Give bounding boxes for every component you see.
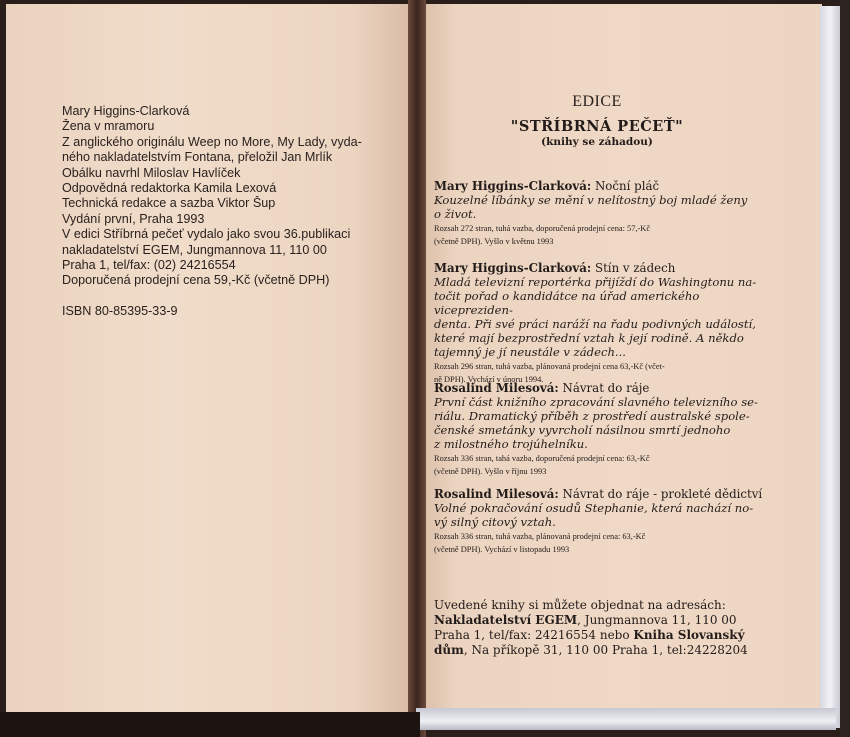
desc-line: vý silný citový vztah. xyxy=(434,515,556,529)
book-entry xyxy=(434,179,766,248)
imprint-line: V edici Stříbrná pečeť vydalo jako svou 36.publikaci xyxy=(62,227,351,242)
imprint-line: Odpovědná redaktorka Kamila Lexová xyxy=(62,181,277,196)
shop-name-cont: dům xyxy=(434,643,464,657)
desc-line: riálu. Dramatický příběh z prostředí australské spole- xyxy=(434,409,750,423)
entry-heading xyxy=(434,487,766,501)
desc-line: denta. Při své práci naráží na řadu podivných událostí, xyxy=(434,317,756,331)
imprint-line: Vydání první, Praha 1993 xyxy=(62,211,205,226)
meta-line: ně DPH). Vychází v únoru 1994. xyxy=(434,374,544,384)
imprint-line: Praha 1, tel/fax: (02) 24216554 xyxy=(62,258,236,273)
entry-description xyxy=(434,193,766,221)
background-right xyxy=(840,0,850,737)
publisher-name: Nakladatelství EGEM xyxy=(434,613,578,627)
edice-heading: EDICE xyxy=(572,93,622,110)
desc-line: První část knižního zpracování slavného televizního se- xyxy=(434,395,758,409)
entry-title: Noční pláč xyxy=(594,179,660,193)
entry-title: Stín v zádech xyxy=(594,261,676,275)
desc-line: o život. xyxy=(434,207,477,221)
desc-line: točit pořad o kandidátce na úřad amerického vicepreziden- xyxy=(434,289,700,317)
book-gutter xyxy=(408,0,426,737)
desc-line: z milostného trojúhelníku. xyxy=(434,437,588,451)
publisher-address: , Jungmannova 11, 110 00 xyxy=(577,613,737,627)
entry-meta xyxy=(434,531,766,556)
imprint-line: Žena v mramoru xyxy=(62,119,155,134)
entry-description xyxy=(434,501,766,529)
order-line xyxy=(434,643,764,658)
entry-meta xyxy=(434,453,766,478)
shop-address: , Na příkopě 31, 110 00 Praha 1, tel:24228204 xyxy=(463,643,748,657)
entry-author: Rosalind Milesová: xyxy=(434,487,559,501)
book-entry xyxy=(434,261,766,386)
entry-heading xyxy=(434,179,766,193)
isbn: ISBN 80-85395-33-9 xyxy=(62,303,178,318)
desc-line: čenské smetánky vyvrcholí násilnou smrtí jednoho xyxy=(434,423,731,437)
desc-line: Volné pokračování osudů Stephanie, která nachází no- xyxy=(434,501,754,515)
entry-description xyxy=(434,395,766,451)
desc-line: které mají bezprostřední vztah k její rodině. A někdo xyxy=(434,331,744,345)
entry-heading xyxy=(434,381,766,395)
entry-meta xyxy=(434,223,766,248)
imprint-line: Doporučená prodejní cena 59,-Kč (včetně DPH) xyxy=(62,273,330,288)
imprint-line: Technická redakce a sazba Viktor Šup xyxy=(62,196,276,211)
desc-line: Kouzelné líbánky se mění v nelítostný boj mladé ženy xyxy=(434,193,748,207)
background-bottom xyxy=(0,712,420,737)
desc-line: tajemný je jí neustále v zádech... xyxy=(434,345,626,359)
order-line xyxy=(434,613,764,628)
order-intro: Uvedené knihy si můžete objednat na adresách: xyxy=(434,598,726,612)
entry-title: Návrat do ráje xyxy=(562,381,650,395)
book-bottom-edge xyxy=(416,708,836,730)
entry-author: Mary Higgins-Clarková: xyxy=(434,261,592,275)
imprint-line: Mary Higgins-Clarková xyxy=(62,104,190,118)
entry-title: Návrat do ráje - prokleté dědictví xyxy=(562,487,763,501)
entry-heading xyxy=(434,261,766,275)
meta-line: Rozsah 336 stran, tuhá vazba, plánovaná prodejní cena: 63,-Kč xyxy=(434,532,646,541)
publisher-contact: Praha 1, tel/fax: 24216554 nebo xyxy=(434,628,634,642)
book-entry xyxy=(434,487,766,556)
series-subtitle: (knihy se záhadou) xyxy=(541,136,653,148)
series-name: "STŘÍBRNÁ PEČEŤ" xyxy=(510,118,684,135)
book-spine-edge xyxy=(820,6,840,728)
order-info xyxy=(434,598,764,658)
entry-author: Mary Higgins-Clarková: xyxy=(434,179,592,193)
meta-line: (včetně DPH). Vychází v listopadu 1993 xyxy=(434,544,570,554)
book-entry xyxy=(434,381,766,478)
imprint-line: Z anglického originálu Weep no More, My Lady, vyda- xyxy=(62,134,362,149)
meta-line: (včetně DPH). Vyšlo v květnu 1993 xyxy=(434,236,554,246)
meta-line: (včetně DPH). Vyšlo v říjnu 1993 xyxy=(434,466,547,476)
shop-name: Kniha Slovanský xyxy=(633,628,745,642)
entry-author: Rosalind Milesová: xyxy=(434,381,559,395)
imprint-line: ného nakladatelstvím Fontana, přeložil Jan Mrlík xyxy=(62,150,333,165)
meta-line: Rozsah 296 stran, tuhá vazba, plánovaná prodejní cena 63,-Kč (včet- xyxy=(434,362,665,371)
imprint-block xyxy=(62,104,407,319)
desc-line: Mladá televizní reportérka přijíždí do Washingtonu na- xyxy=(434,275,757,289)
meta-line: Rozsah 272 stran, tuhá vazba, doporučená prodejní cena: 57,-Kč xyxy=(434,224,651,233)
imprint-line: Obálku navrhl Miloslav Havlíček xyxy=(62,165,241,180)
entry-description xyxy=(434,275,766,359)
imprint-line: nakladatelství EGEM, Jungmannova 11, 110 00 xyxy=(62,242,327,257)
order-line xyxy=(434,628,764,643)
meta-line: Rozsah 336 stran, tahá vazba, doporučená prodejní cena: 63,-Kč xyxy=(434,454,650,463)
